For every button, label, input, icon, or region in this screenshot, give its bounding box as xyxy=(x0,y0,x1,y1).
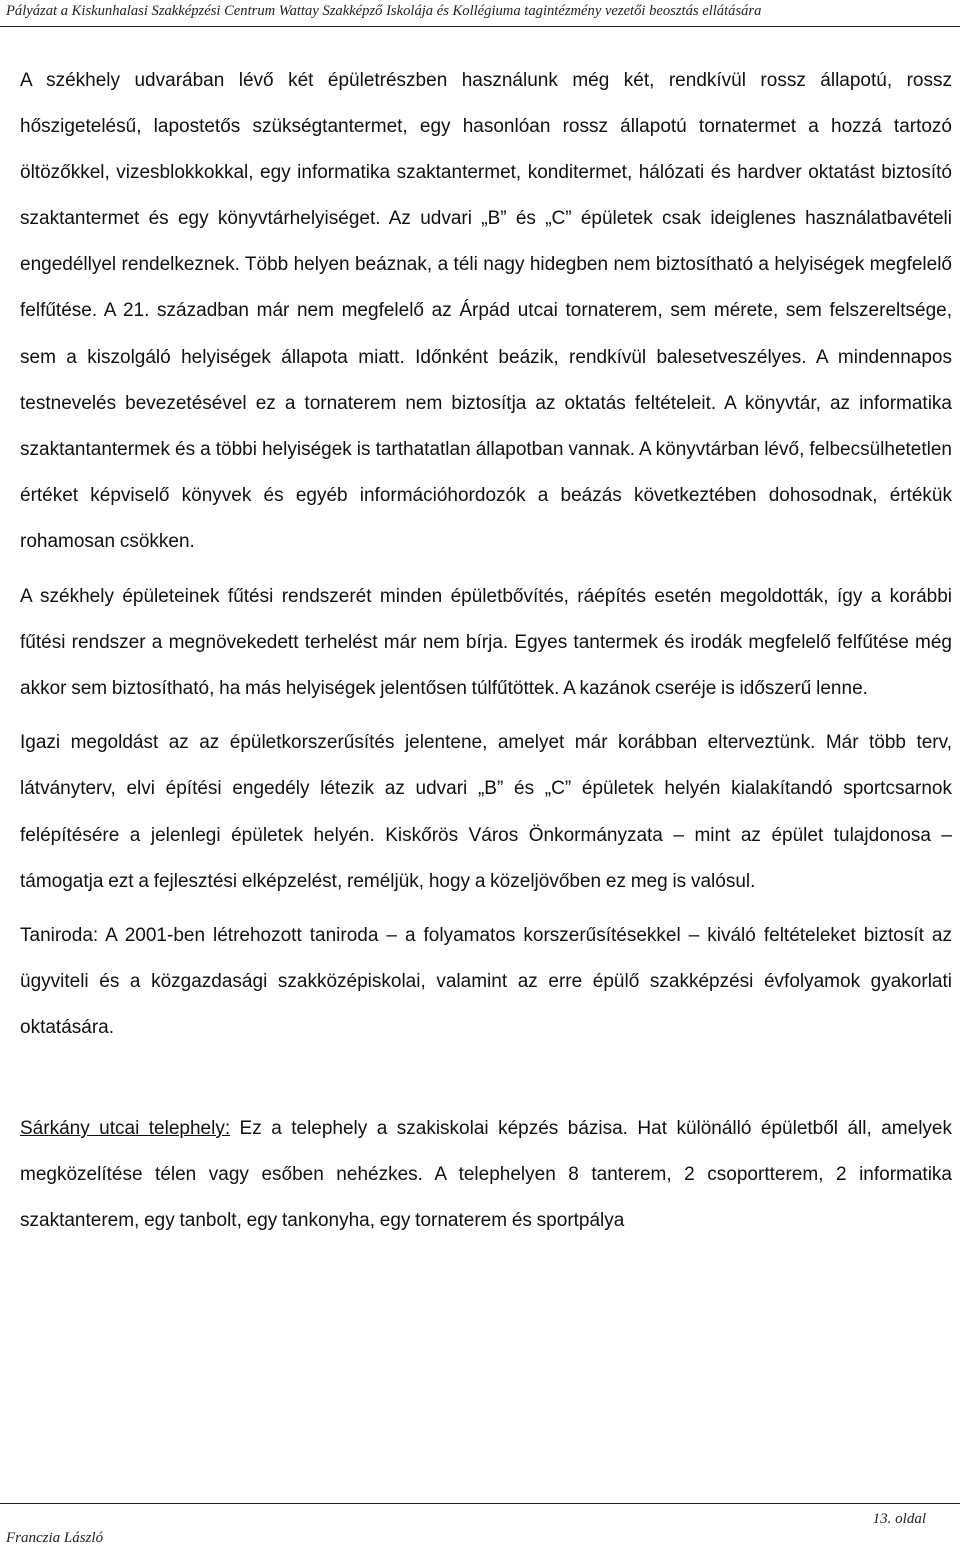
header-title: Pályázat a Kiskunhalasi Szakképzési Centrum Wattay Szakképző Iskolája és Kollégiuma tagintézmény vezetői beosztás ellátására xyxy=(6,3,762,19)
site-heading: Sárkány utcai telephely: xyxy=(20,1117,231,1139)
paragraph-sarkany-site xyxy=(20,1106,952,1244)
paragraph-heating-system: A székhely épületeinek fűtési rendszerét minden épületbővítés, ráépítés esetén megoldották, így a korábbi fűtési rendszer a megnövekedett terhelést már nem bírja. Egyes tantermek és irodák megfelelő felfűtése még akkor sem biztosítható, ha más helyiségek jelentősen túlfűtöttek. A kazánok cseréje is időszerű lenne. xyxy=(20,586,952,700)
page-number: 13. oldal xyxy=(872,1511,926,1527)
page-header xyxy=(0,0,960,27)
footer-divider xyxy=(0,1503,960,1504)
paragraph-modernization: Igazi megoldást az az épületkorszerűsítés jelentene, amelyet már korábban elterveztünk. Már több terv, látványterv, elvi építési engedély létezik az udvari „B” és „C” épületek helyén kialakítandó sportcsarnok felépítésére a jelenlegi épületek helyén. Kiskőrös Város Önkormányzata – mint az épület tulajdonosa – támogatja ezt a fejlesztési elképzelést, reméljük, hogy a közeljövőben ez meg is valósul. xyxy=(20,732,952,892)
site-description: Ez a telephely a szakiskolai képzés bázisa. Hat különálló épületből áll, amelyek megközelítése télen vagy esőben nehézkes. A telephelyen 8 tanterem, 2 csoportterem, 2 informatika szaktanterem, egy tanbolt, egy tankonyha, egy tornaterem és sportpálya xyxy=(20,1117,952,1232)
paragraph-taniroda: Taniroda: A 2001-ben létrehozott taniroda – a folyamatos korszerűsítésekkel – kiváló feltételeket biztosít az ügyviteli és a közgazdasági szakközépiskolai, valamint az erre épülő szakképzési évfolyamok gyakorlati oktatására. xyxy=(20,924,952,1038)
document-body xyxy=(20,58,952,1244)
footer-author: Franczia László xyxy=(6,1530,104,1546)
paragraph-building-conditions: A székhely udvarában lévő két épületrészben használunk még két, rendkívül rossz állapotú, rossz hőszigetelésű, lapostetős szükségtantermet, egy hasonlóan rossz állapotú tornatermet a hozzá tartozó öltözőkkel, vizesblokkokkal, egy informatika szaktantermet, konditermet, hálózati és hardver oktatást biztosító szaktantermet és egy könyvtárhelyiséget. Az udvari „B” és „C” épületek csak ideiglenes használatbavételi engedéllyel rendelkeznek. Több helyen beáznak, a téli nagy hidegben nem biztosítható a helyiségek megfelelő felfűtése. A 21. században már nem megfelelő az Árpád utcai tornaterem, sem mérete, sem felszereltsége, sem a kiszolgáló helyiségek állapota miatt. Időnként beázik, rendkívül balesetveszélyes. A mindennapos testnevelés bevezetésével ez a tornaterem nem biztosítja az oktatás feltételeit. A könyvtár, az informatika szaktantantermek és a többi helyiségek is tarthatatlan állapotban vannak. A könyvtárban lévő, felbecsülhetetlen értéket képviselő könyvek és egyéb információhordozók a beázás következtében dohosodnak, értékük rohamosan csökken. xyxy=(20,70,952,552)
